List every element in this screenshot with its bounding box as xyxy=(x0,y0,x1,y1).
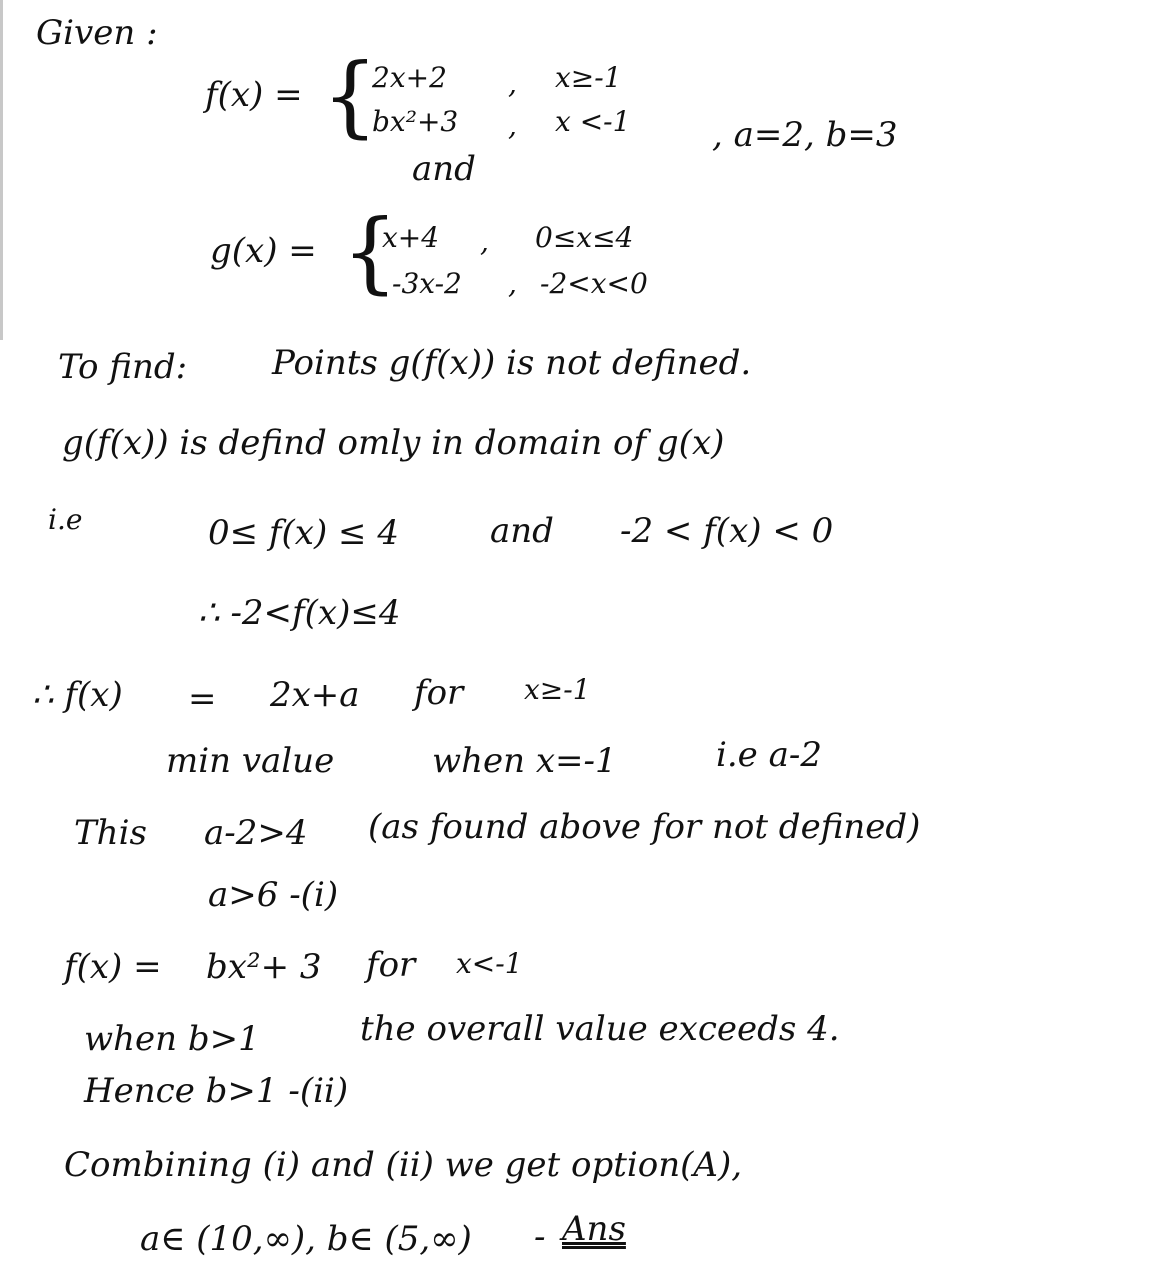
f-case2-expression: bx²+3 xyxy=(372,105,459,138)
f-case2-separator: , xyxy=(508,109,517,142)
this-inequality: a-2>4 xyxy=(204,813,308,853)
when-b-line: when b>1 xyxy=(84,1019,260,1059)
g-definition-brace: { xyxy=(342,200,398,303)
combined-range: ∴ -2<f(x)≤4 xyxy=(198,593,401,633)
defined-domain-line: g(f(x)) is defind omly in domain of g(x) xyxy=(62,423,725,463)
f-case-b-for: for xyxy=(366,945,416,985)
g-case1-separator: , xyxy=(480,225,489,258)
given-parameters: , a=2, b=3 xyxy=(712,115,898,155)
hence-line: Hence b>1 -(ii) xyxy=(84,1071,349,1111)
f-case1-separator: , xyxy=(508,67,517,100)
g-case1-expression: x+4 xyxy=(382,221,440,254)
g-definition-lhs: g(x) = xyxy=(210,231,317,271)
given-and: and xyxy=(412,149,476,189)
f-case1-condition: x≥-1 xyxy=(555,61,622,94)
min-value-label: min value xyxy=(166,741,335,781)
f-case-a-for: for xyxy=(414,673,464,713)
ie-label: i.e xyxy=(48,503,83,536)
f-case-a-equals: = xyxy=(188,679,217,719)
range-and: and xyxy=(490,511,554,551)
overall-value-line: the overall value exceeds 4. xyxy=(360,1009,840,1049)
f-case-b-condition: x<-1 xyxy=(456,947,523,980)
f-case-a-lhs: ∴ f(x) xyxy=(32,675,123,715)
f-case1-expression: 2x+2 xyxy=(372,61,447,94)
page-edge-shadow xyxy=(0,0,3,340)
g-case2-separator: , xyxy=(508,267,517,300)
f-case2-condition: x <-1 xyxy=(555,105,631,138)
f-definition-lhs: f(x) = xyxy=(205,75,303,115)
f-definition-brace: { xyxy=(322,44,378,147)
g-case2-condition: -2<x<0 xyxy=(540,267,648,300)
range-inequality-2: -2 < f(x) < 0 xyxy=(620,511,834,551)
this-label: This xyxy=(74,813,147,853)
combining-line: Combining (i) and (ii) we get option(A), xyxy=(64,1145,743,1185)
this-note: (as found above for not defined) xyxy=(368,807,921,847)
ans-label: Ans xyxy=(562,1209,626,1249)
given-label: Given : xyxy=(36,13,158,53)
f-case-b-lhs: f(x) = xyxy=(64,947,162,987)
min-value-when: when x=-1 xyxy=(432,741,617,781)
to-find-text: Points g(f(x)) is not defined. xyxy=(272,343,752,383)
final-dash: - xyxy=(534,1217,546,1257)
f-case-a-condition: x≥-1 xyxy=(524,673,591,706)
final-answer: a∈ (10,∞), b∈ (5,∞) xyxy=(140,1219,472,1259)
to-find-label: To find: xyxy=(58,347,188,387)
f-case-a-expression: 2x+a xyxy=(270,675,360,715)
g-case2-expression: -3x-2 xyxy=(392,267,462,300)
range-inequality-1: 0≤ f(x) ≤ 4 xyxy=(208,513,399,553)
f-case-b-expression: bx²+ 3 xyxy=(206,947,322,987)
equation-i: a>6 -(i) xyxy=(208,875,339,915)
min-value-ie: i.e a-2 xyxy=(716,735,823,775)
g-case1-condition: 0≤x≤4 xyxy=(535,221,634,254)
